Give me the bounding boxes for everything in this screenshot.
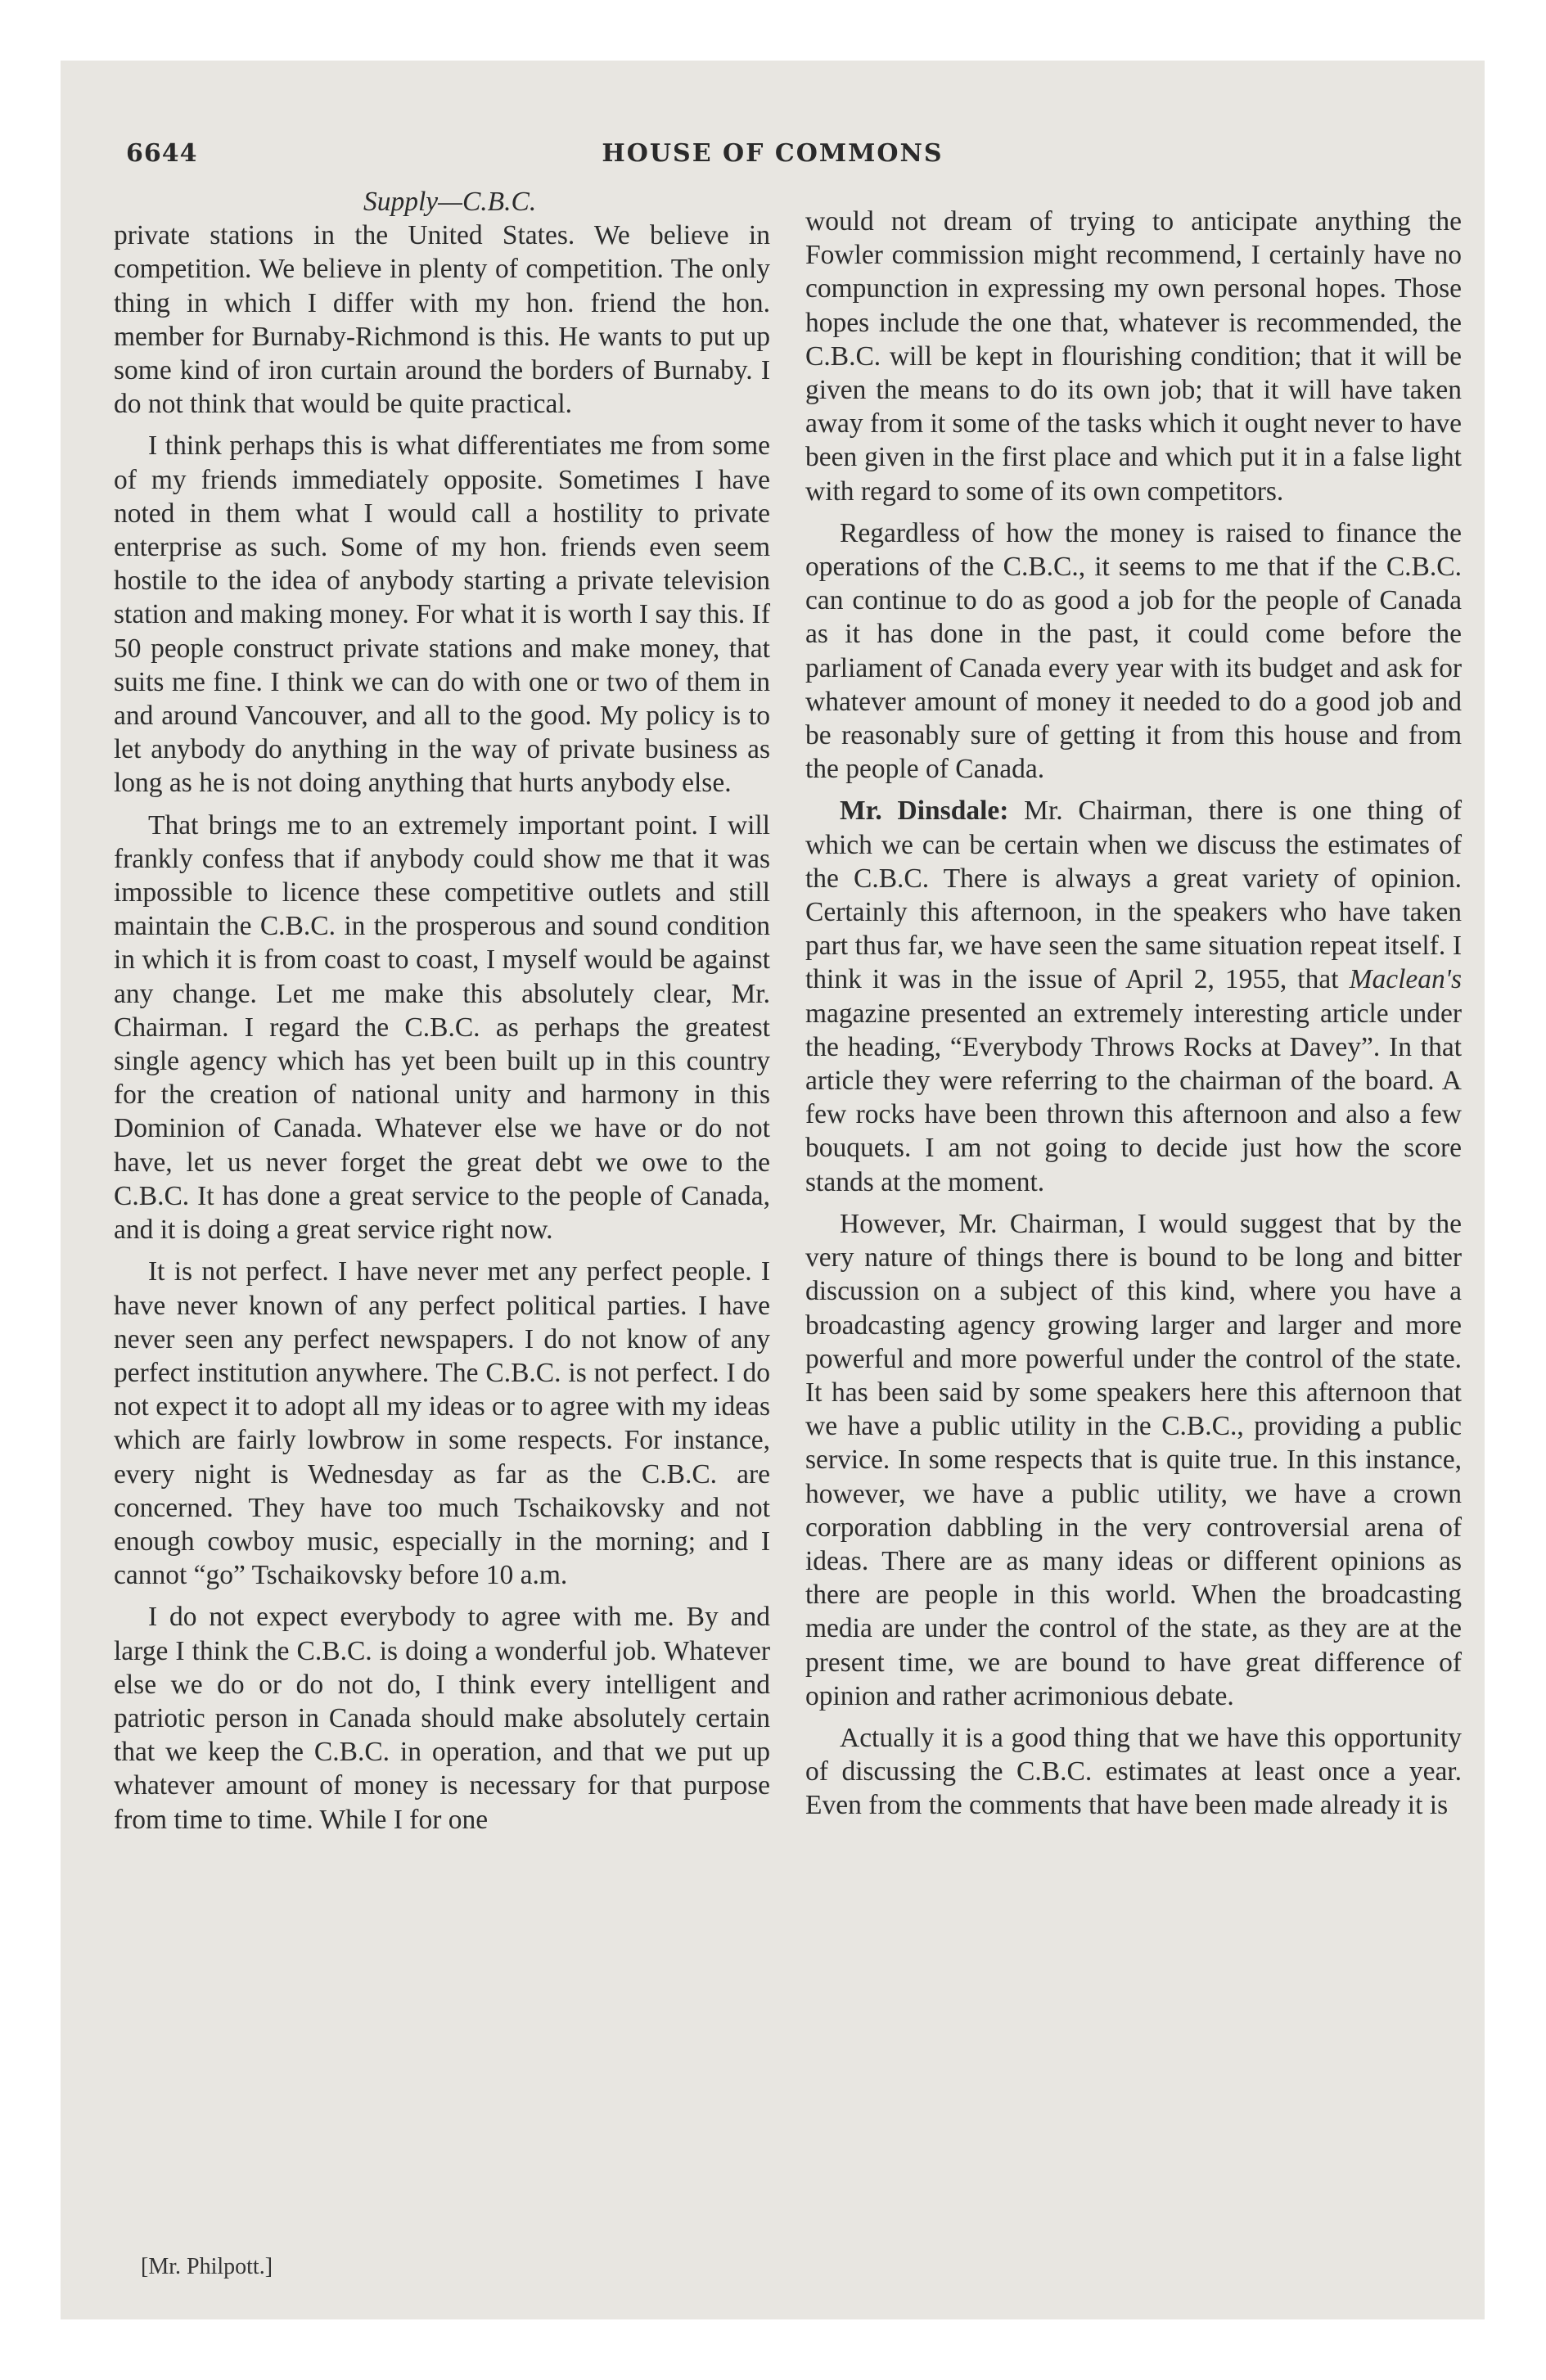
- paragraph: private stations in the United States. We believe in competition. We believe in plenty of competition. The only thing in which I differ with my hon. friend the hon. member for Burnaby-Richmond is this. He wants to put up some kind of iron curtain around the borders of Burnaby. I do not think that would be quite practical.: [114, 220, 770, 420]
- running-head: Supply—C.B.C.: [363, 187, 537, 217]
- left-column: [114, 185, 770, 1845]
- page-heading: HOUSE OF COMMONS: [602, 139, 944, 168]
- right-column: [805, 205, 1462, 1831]
- paragraph-text: magazine presented an extremely interesting article under the heading, “Everybody Throws Rocks at Davey”. In that article they were referring to the chairman of the board. A few rocks have been thrown this afternoon and also a few bouquets. I am not going to decide just how the score stands at the moment.: [805, 998, 1462, 1197]
- speaker-name: Mr. Dinsdale:: [840, 796, 1009, 827]
- paragraph: I think perhaps this is what differentiates me from some of my friends immediately opposite. Sometimes I have noted in them what I would call a hostility to private enterprise as such. Some of my hon. friends even seem hostile to the idea of anybody starting a private television station and making money. For what it is worth I say this. If 50 people construct private stations and make money, that suits me fine. I think we can do with one or two of them in and around Vancouver, and all to the good. My policy is to let anybody do anything in the way of private business as long as he is not doing anything that hurts anybody else.: [114, 430, 770, 799]
- page-number: 6644: [126, 139, 198, 168]
- page-scan: [61, 61, 1485, 2319]
- paragraph: That brings me to an extremely important point. I will frankly confess that if anybody could show me that it was impossible to licence these competitive outlets and still maintain the C.B.C. in the prosperous and sound condition in which it is from coast to coast, I myself would be against any change. Let me make this absolutely clear, Mr. Chairman. I regard the C.B.C. as perhaps the greatest single agency which has yet been built up in this country for the creation of national unity and harmony in this Dominion of Canada. Whatever else we have or do not have, let us never forget the great debt we owe to the C.B.C. It has done a great service to the people of Canada, and it is doing a great service right now.: [114, 809, 770, 1246]
- paragraph-text: Mr. Chairman, there is one thing of which we can be certain when we discuss the estimates of the C.B.C. There is always a great variety of opinion. Certainly this afternoon, in the speakers who have taken part thus far, we have seen the same situation repeat itself. I think it was in the issue of April 2, 1955, that: [805, 796, 1462, 995]
- paragraph: However, Mr. Chairman, I would suggest that by the very nature of things there is bound to be long and bitter discussion on a subject of this kind, where you have a broadcasting agency growing larger and larger and more powerful and more powerful under the control of the state. It has been said by some speakers here this afternoon that we have a public utility in the C.B.C., providing a public service. In some respects that is quite true. In this instance, however, we have a public utility, we have a crown corporation dabbling in the very controversial arena of ideas. There are as many ideas or different opinions as there are people in this world. When the broadcasting media are under the control of the state, as they are at the present time, we are bound to have great difference of opinion and rather acrimonious debate.: [805, 1208, 1462, 1711]
- paragraph: It is not perfect. I have never met any perfect people. I have never known of any perfect political parties. I have never seen any perfect newspapers. I do not know of any perfect institution anywhere. The C.B.C. is not perfect. I do not expect it to adopt all my ideas or to agree with my ideas which are fairly lowbrow in some respects. For instance, every night is Wednesday as far as the C.B.C. are concerned. They have too much Tschaikovsky and not enough cowboy music, especially in the morning; and I cannot “go” Tschaikovsky before 10 a.m.: [114, 1256, 770, 1591]
- magazine-title: Maclean's: [1349, 964, 1462, 995]
- paragraph: Actually it is a good thing that we have this opportunity of discussing the C.B.C. estimates at least once a year. Even from the comments that have been made already it is: [805, 1722, 1462, 1821]
- paragraph: Regardless of how the money is raised to finance the operations of the C.B.C., it seems to me that if the C.B.C. can continue to do as good a job for the people of Canada as it has done in the past, it could come before the parliament of Canada every year with its budget and ask for whatever amount of money it needed to do a good job and be reasonably sure of getting it from this house and from the people of Canada.: [805, 517, 1462, 785]
- paragraph: would not dream of trying to anticipate anything the Fowler commission might recommend, I certainly have no compunction in expressing my own personal hopes. Those hopes include the one that, whatever is recommended, the C.B.C. will be kept in flourishing condition; that it will be given the means to do its own job; that it will have taken away from it some of the tasks which it ought never to have been given in the first place and which put it in a false light with regard to some of its own competitors.: [805, 206, 1462, 507]
- speaker-footer-tag: [Mr. Philpott.]: [141, 2254, 273, 2279]
- paragraph: I do not expect everybody to agree with me. By and large I think the C.B.C. is doing a wonderful job. Whatever else we do or do not do, I think every intelligent and patriotic person in Canada should make absolutely certain that we keep the C.B.C. in operation, and that we put up whatever amount of money is necessary for that purpose from time to time. While I for one: [114, 1602, 770, 1835]
- page-header: [126, 139, 1419, 175]
- paragraph-dinsdale: [805, 794, 1462, 1198]
